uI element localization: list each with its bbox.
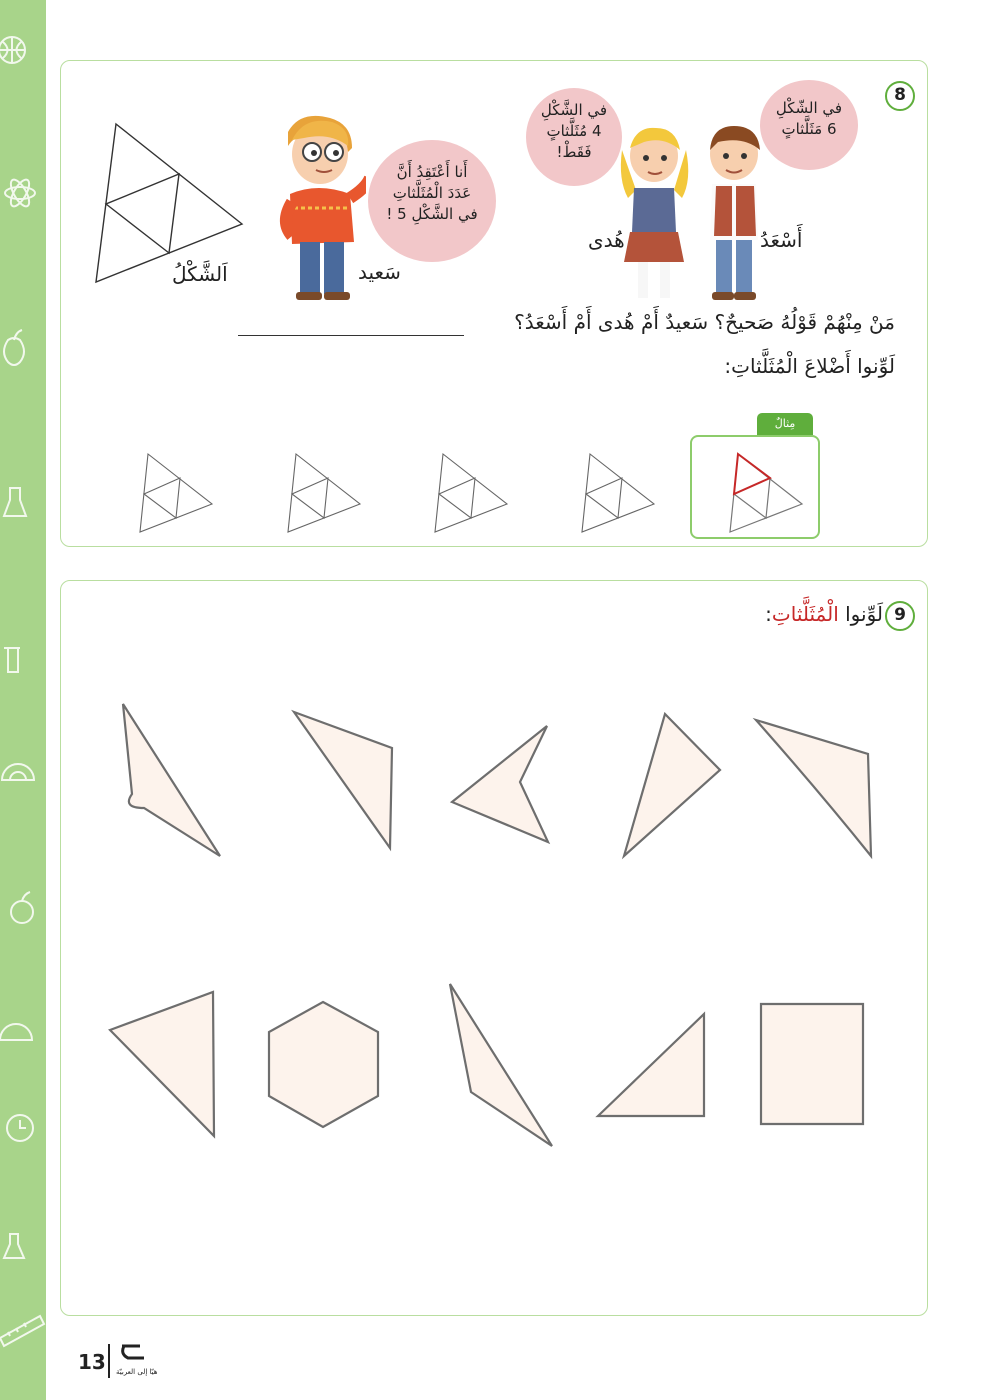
bubble-line: في الشَّكْلِ	[540, 101, 608, 119]
shape-4	[624, 714, 720, 856]
said-character	[270, 112, 366, 302]
shape-2	[294, 712, 392, 848]
said-name: سَعيد	[358, 260, 401, 284]
globe-icon	[0, 37, 25, 63]
bubble-line: 4 مُثَلَّثاتٍ	[546, 122, 602, 140]
apple-icon	[4, 330, 24, 365]
exercise-number-badge: 8	[885, 81, 915, 111]
example-tag: مِثالٌ	[757, 413, 813, 435]
bubble-line: عَدَدَ الْمُثَلَّثاتِ	[392, 184, 472, 202]
huda-speech-bubble	[526, 88, 622, 186]
ruler-icon	[0, 1316, 44, 1346]
shape-9	[598, 1014, 704, 1116]
question-text: مَنْ مِنْهُمْ قَوْلُهُ صَحيحٌ؟ سَعيدٌ أَمْ هُدى أَمْ أَسْعَدُ؟	[514, 310, 895, 334]
sidebar-strip	[0, 0, 46, 1400]
huda-name: هُدى	[588, 228, 625, 252]
shape-10	[761, 1004, 863, 1124]
publisher-logo-icon	[118, 1340, 148, 1364]
publisher-logo-text: هيّا إلى العربيّة	[116, 1368, 158, 1376]
beaker-icon	[4, 648, 20, 672]
flask-icon	[4, 1234, 24, 1258]
shape-8	[450, 984, 552, 1146]
bubble-line: فَقَطْ!	[556, 143, 592, 161]
practice-triangle-2[interactable]	[286, 452, 362, 534]
instruction-accent: الْمُثَلَّثاتِ	[771, 602, 839, 626]
answer-line[interactable]	[238, 335, 464, 336]
shape-1	[123, 704, 220, 856]
bubble-line: في الشَّكْلِ 5 !	[386, 205, 478, 223]
clock-icon	[7, 1115, 33, 1141]
bubble-line: أَنا أَعْتَقِدُ أَنَّ	[396, 163, 468, 181]
exercise-number-badge: 9	[885, 601, 915, 631]
color-sides-instruction: لَوِّنوا أَضْلاعَ الْمُثَلَّثاتِ:	[724, 354, 895, 378]
instruction-prefix: لَوِّنوا	[845, 602, 883, 626]
practice-triangle-4[interactable]	[580, 452, 656, 534]
shape-5	[756, 720, 871, 856]
figure-label: اَلشَّكْلُ	[172, 262, 228, 286]
huda-asaad-characters	[614, 120, 784, 305]
atom-icon	[5, 177, 35, 209]
footer-divider	[108, 1344, 110, 1378]
example-triangle	[728, 452, 806, 534]
bubble-line: 6 مَثَلَّثاتٍ	[781, 120, 837, 138]
bubble-line: في الشّكْلِ	[775, 99, 843, 117]
instruction-suffix: :	[765, 602, 772, 626]
practice-triangle-1[interactable]	[138, 452, 214, 534]
protractor-icon	[2, 764, 34, 780]
protractor-icon	[0, 1024, 32, 1040]
shape-6	[110, 992, 214, 1136]
practice-triangle-3[interactable]	[433, 452, 509, 534]
asaad-speech-bubble	[760, 80, 858, 170]
shapes-area	[100, 690, 890, 1160]
said-speech-bubble	[368, 140, 496, 262]
shape-7	[269, 1002, 378, 1127]
color-triangles-instruction	[765, 602, 883, 626]
page-number: 13	[78, 1350, 106, 1374]
shape-3	[452, 726, 548, 842]
flask-icon	[4, 488, 26, 516]
asaad-name: أَسْعَدُ	[760, 228, 803, 252]
apple-icon	[11, 892, 33, 923]
